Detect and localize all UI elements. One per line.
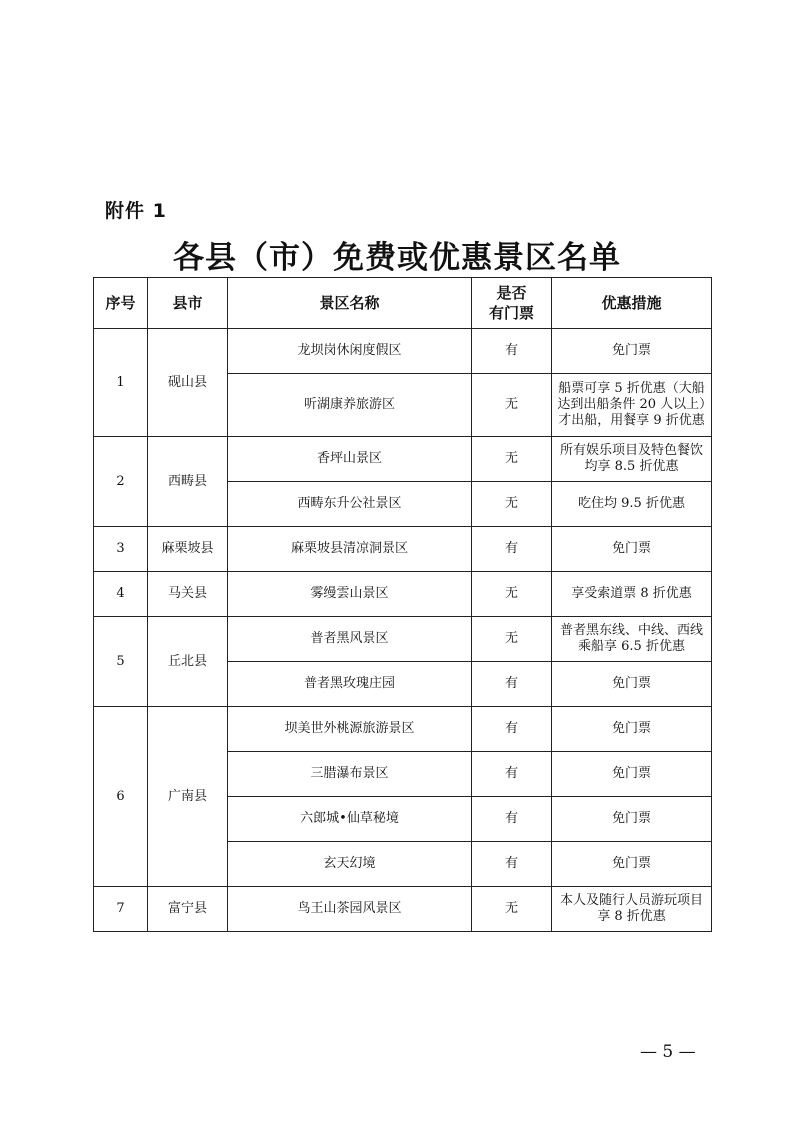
ticket-cell: 有 <box>472 842 552 887</box>
page-number: — 5 — <box>640 1042 696 1062</box>
scenic-name-cell: 龙坝岗休闲度假区 <box>228 329 472 374</box>
ticket-cell: 无 <box>472 887 552 932</box>
scenic-name-cell: 香坪山景区 <box>228 437 472 482</box>
benefit-cell: 普者黑东线、中线、西线乘船享 6.5 折优惠 <box>552 617 712 662</box>
scenic-name-cell: 雾缦雲山景区 <box>228 572 472 617</box>
header-seq: 序号 <box>94 278 148 329</box>
scenic-name-cell: 三腊瀑布景区 <box>228 752 472 797</box>
benefit-cell: 免门票 <box>552 752 712 797</box>
seq-cell: 2 <box>94 437 148 527</box>
benefit-cell: 吃住均 9.5 折优惠 <box>552 482 712 527</box>
scenic-name-cell: 西畴东升公社景区 <box>228 482 472 527</box>
header-ticket-line1: 是否 <box>496 284 527 302</box>
header-ticket <box>472 278 552 329</box>
ticket-cell: 无 <box>472 482 552 527</box>
county-cell: 麻栗坡县 <box>148 527 228 572</box>
benefit-cell: 免门票 <box>552 842 712 887</box>
header-benefit: 优惠措施 <box>552 278 712 329</box>
scenic-name-cell: 六郎城•仙草秘境 <box>228 797 472 842</box>
county-cell: 西畴县 <box>148 437 228 527</box>
header-scenic-name: 景区名称 <box>228 278 472 329</box>
ticket-cell: 有 <box>472 797 552 842</box>
scenic-name-cell: 坝美世外桃源旅游景区 <box>228 707 472 752</box>
ticket-cell: 无 <box>472 617 552 662</box>
county-cell: 马关县 <box>148 572 228 617</box>
benefit-cell: 免门票 <box>552 662 712 707</box>
benefit-cell: 本人及随行人员游玩项目享 8 折优惠 <box>552 887 712 932</box>
ticket-cell: 无 <box>472 374 552 437</box>
county-cell: 富宁县 <box>148 887 228 932</box>
table-row <box>94 437 712 482</box>
scenic-name-cell: 普者黑玫瑰庄园 <box>228 662 472 707</box>
benefit-cell: 船票可享 5 折优惠（大船达到出船条件 20 人以上）才出船，用餐享 9 折优惠 <box>552 374 712 437</box>
benefit-cell: 免门票 <box>552 329 712 374</box>
ticket-cell: 无 <box>472 572 552 617</box>
ticket-cell: 有 <box>472 662 552 707</box>
seq-cell: 7 <box>94 887 148 932</box>
attachment-label: 附件 1 <box>105 200 167 222</box>
seq-cell: 3 <box>94 527 148 572</box>
ticket-cell: 有 <box>472 752 552 797</box>
table-header-row <box>94 278 712 329</box>
scenic-name-cell: 玄天幻境 <box>228 842 472 887</box>
seq-cell: 5 <box>94 617 148 707</box>
header-county: 县市 <box>148 278 228 329</box>
benefit-cell: 享受索道票 8 折优惠 <box>552 572 712 617</box>
ticket-cell: 有 <box>472 527 552 572</box>
county-cell: 广南县 <box>148 707 228 887</box>
header-ticket-line2: 有门票 <box>488 304 534 322</box>
benefit-cell: 所有娱乐项目及特色餐饮均享 8.5 折优惠 <box>552 437 712 482</box>
county-cell: 砚山县 <box>148 329 228 437</box>
scenic-name-cell: 麻栗坡县清凉洞景区 <box>228 527 472 572</box>
scenic-name-cell: 听湖康养旅游区 <box>228 374 472 437</box>
scenic-name-cell: 普者黑风景区 <box>228 617 472 662</box>
table-row <box>94 572 712 617</box>
table-row <box>94 329 712 374</box>
benefit-cell: 免门票 <box>552 707 712 752</box>
seq-cell: 4 <box>94 572 148 617</box>
table-row <box>94 527 712 572</box>
table-row <box>94 887 712 932</box>
table-row <box>94 707 712 752</box>
ticket-cell: 有 <box>472 707 552 752</box>
ticket-cell: 有 <box>472 329 552 374</box>
scenic-spot-table <box>93 277 712 932</box>
document-title: 各县（市）免费或优惠景区名单 <box>173 240 621 276</box>
county-cell: 丘北县 <box>148 617 228 707</box>
benefit-cell: 免门票 <box>552 527 712 572</box>
seq-cell: 6 <box>94 707 148 887</box>
seq-cell: 1 <box>94 329 148 437</box>
benefit-cell: 免门票 <box>552 797 712 842</box>
scenic-name-cell: 鸟王山茶园风景区 <box>228 887 472 932</box>
ticket-cell: 无 <box>472 437 552 482</box>
table-row <box>94 617 712 662</box>
